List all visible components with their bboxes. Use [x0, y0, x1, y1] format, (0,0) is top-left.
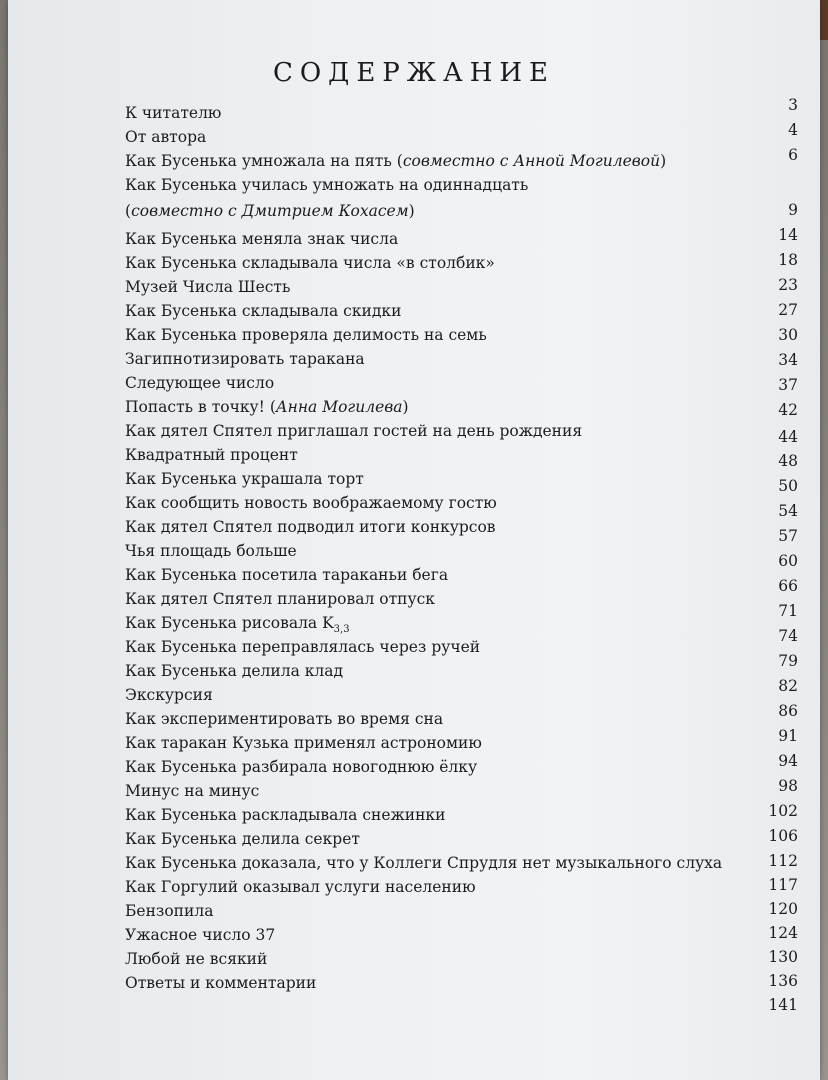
toc-entry-title: [125, 974, 316, 992]
toc-page-number: 44: [778, 428, 798, 446]
entry-title-text: К читателю: [125, 104, 222, 122]
toc-page-number: 91: [778, 727, 798, 745]
toc-entry-title: [125, 950, 267, 968]
toc-page-number: 42: [778, 401, 798, 419]
table-of-contents: [8, 0, 820, 1080]
toc-page-number: 18: [778, 251, 798, 269]
toc-page-number: 136: [768, 972, 798, 990]
entry-title-text: Как Бусенька складывала числа «в столбик»: [125, 254, 495, 272]
toc-entry-title: [125, 470, 364, 488]
toc-page-number: 4: [788, 121, 798, 139]
entry-title-text: Как Бусенька посетила тараканьи бега: [125, 566, 449, 584]
toc-page-number: 117: [768, 876, 798, 894]
toc-page-number: 94: [778, 752, 798, 770]
toc-page-number: 54: [778, 502, 798, 520]
toc-entry-title: [125, 518, 496, 536]
entry-title-text: Как Бусенька делила клад: [125, 662, 344, 680]
toc-page-number: 82: [778, 677, 798, 695]
toc-page-number: 79: [778, 652, 798, 670]
entry-title-text: Музей Числа Шесть: [125, 278, 291, 296]
toc-page-number: 23: [778, 276, 798, 294]
toc-page-number: 102: [768, 802, 798, 820]
toc-entry-title: [125, 806, 445, 824]
toc-entry-title: [125, 830, 360, 848]
toc-entry-title: Как Бусенька умножала на пять (совместно с Анной Могилевой): [125, 152, 667, 170]
entry-title-text: Любой не всякий: [125, 950, 268, 968]
toc-page-number: 124: [768, 924, 798, 942]
entry-title-text: Как дятел Спятел подводил итоги конкурсов: [125, 518, 496, 536]
toc-page-number: 57: [778, 527, 798, 545]
toc-entry-title: [125, 662, 343, 680]
entry-title-text: Ответы и комментарии: [125, 974, 317, 992]
toc-page-number: 141: [768, 996, 798, 1014]
toc-entry-title: [125, 926, 275, 944]
toc-page-number: 50: [778, 477, 798, 495]
toc-page-number: 86: [778, 702, 798, 720]
entry-title-text: Квадратный процент: [125, 446, 298, 464]
toc-entry-title: [125, 782, 259, 800]
toc-entry-title: [125, 614, 350, 635]
entry-subscript: 3,3: [333, 624, 350, 636]
entry-title-text: Как Бусенька училась умножать на одиннадцать: [125, 176, 529, 194]
entry-title-text: От автора: [125, 128, 207, 146]
toc-page-number: 71: [778, 602, 798, 620]
toc-entry-title: [125, 878, 476, 896]
toc-page-number: 66: [778, 577, 798, 595]
toc-page-number: 14: [778, 226, 798, 244]
toc-entry-title: [125, 278, 290, 296]
entry-title-text: Как Бусенька проверяла делимость на семь: [125, 326, 487, 344]
entry-title-text: Как Горгулий оказывал услуги населению: [125, 878, 476, 896]
entry-title-text: Как дятел Спятел приглашал гостей на день рождения: [125, 422, 583, 440]
toc-page-number: 74: [778, 627, 798, 645]
entry-title-text: Как Бусенька складывала скидки: [125, 302, 402, 320]
entry-title-text: Как Бусенька умножала на пять: [125, 152, 397, 170]
toc-page-number: 6: [788, 146, 798, 164]
toc-entry-title: [125, 254, 495, 272]
toc-page-number: 130: [768, 948, 798, 966]
entry-title-text: Как Бусенька украшала торт: [125, 470, 364, 488]
toc-entry-title: [125, 350, 365, 368]
toc-entry-title: [125, 902, 213, 920]
toc-entry-title: Попасть в точку! (Анна Могилева): [125, 398, 409, 416]
entry-title-text: Как Бусенька разбирала новогоднюю ёлку: [125, 758, 478, 776]
toc-entry-title: [125, 566, 448, 584]
toc-page-number: 98: [778, 777, 798, 795]
toc-page-number: 27: [778, 301, 798, 319]
entry-title-text: Минус на минус: [125, 782, 260, 800]
entry-title-text: Следующее число: [125, 374, 275, 392]
entry-title-text: Как сообщить новость воображаемому гостю: [125, 494, 497, 512]
page-title: СОДЕРЖАНИЕ: [272, 58, 556, 88]
toc-entry-title: [125, 758, 477, 776]
entry-title-text: Как Бусенька доказала, что у Коллеги Спрудля нет музыкального слуха: [125, 854, 723, 872]
entry-coauthor-note: совместно с Дмитрием Кохасем: [131, 202, 409, 220]
toc-entry-title: [125, 176, 528, 194]
toc-entry-title: [125, 854, 722, 872]
toc-entry-title: [125, 104, 221, 122]
toc-page-number: 3: [788, 96, 798, 114]
toc-entry-title: [125, 710, 443, 728]
toc-entry-title: [125, 734, 482, 752]
entry-title-text: Как Бусенька рисовала K: [125, 614, 334, 632]
toc-entry-continuation: (совместно с Дмитрием Кохасем): [125, 202, 415, 220]
toc-page-number: 120: [768, 900, 798, 918]
toc-entry-title: [125, 326, 487, 344]
entry-title-text: Как Бусенька меняла знак числа: [125, 230, 399, 248]
toc-entry-title: [125, 302, 401, 320]
toc-page-number: 34: [778, 351, 798, 369]
entry-title-text: Попасть в точку!: [125, 398, 270, 416]
toc-entry-title: [125, 446, 298, 464]
toc-entry-title: [125, 494, 497, 512]
entry-title-text: Экскурсия: [125, 686, 213, 704]
toc-entry-title: [125, 374, 274, 392]
toc-page-number: 9: [788, 201, 798, 219]
toc-entry-title: [125, 542, 297, 560]
toc-entry-title: [125, 230, 398, 248]
entry-title-text: Как Бусенька переправлялась через ручей: [125, 638, 481, 656]
toc-entry-title: [125, 128, 206, 146]
entry-title-text: Как Бусенька делила секрет: [125, 830, 360, 848]
entry-title-text: Чья площадь больше: [125, 542, 297, 560]
toc-page-number: 48: [778, 452, 798, 470]
toc-entry-title: [125, 590, 435, 608]
toc-entry-title: [125, 638, 480, 656]
entry-coauthor-note: Анна Могилева: [275, 398, 403, 416]
entry-title-text: Как таракан Кузька применял астрономию: [125, 734, 482, 752]
toc-page-number: 60: [778, 552, 798, 570]
toc-page-number: 106: [768, 827, 798, 845]
toc-entry-title: [125, 686, 213, 704]
toc-page-number: 112: [768, 852, 798, 870]
book-page: [8, 0, 820, 1080]
entry-title-text: Как дятел Спятел планировал отпуск: [125, 590, 435, 608]
toc-entry-title: [125, 422, 582, 440]
entry-coauthor-note: совместно с Анной Могилевой: [402, 152, 661, 170]
entry-title-text: Как экспериментировать во время сна: [125, 710, 444, 728]
entry-title-text: Ужасное число 37: [125, 926, 276, 944]
entry-title-text: Как Бусенька раскладывала снежинки: [125, 806, 446, 824]
entry-title-text: Загипнотизировать таракана: [125, 350, 365, 368]
toc-page-number: 30: [778, 326, 798, 344]
toc-page-number: 37: [778, 376, 798, 394]
entry-title-text: Бензопила: [125, 902, 214, 920]
